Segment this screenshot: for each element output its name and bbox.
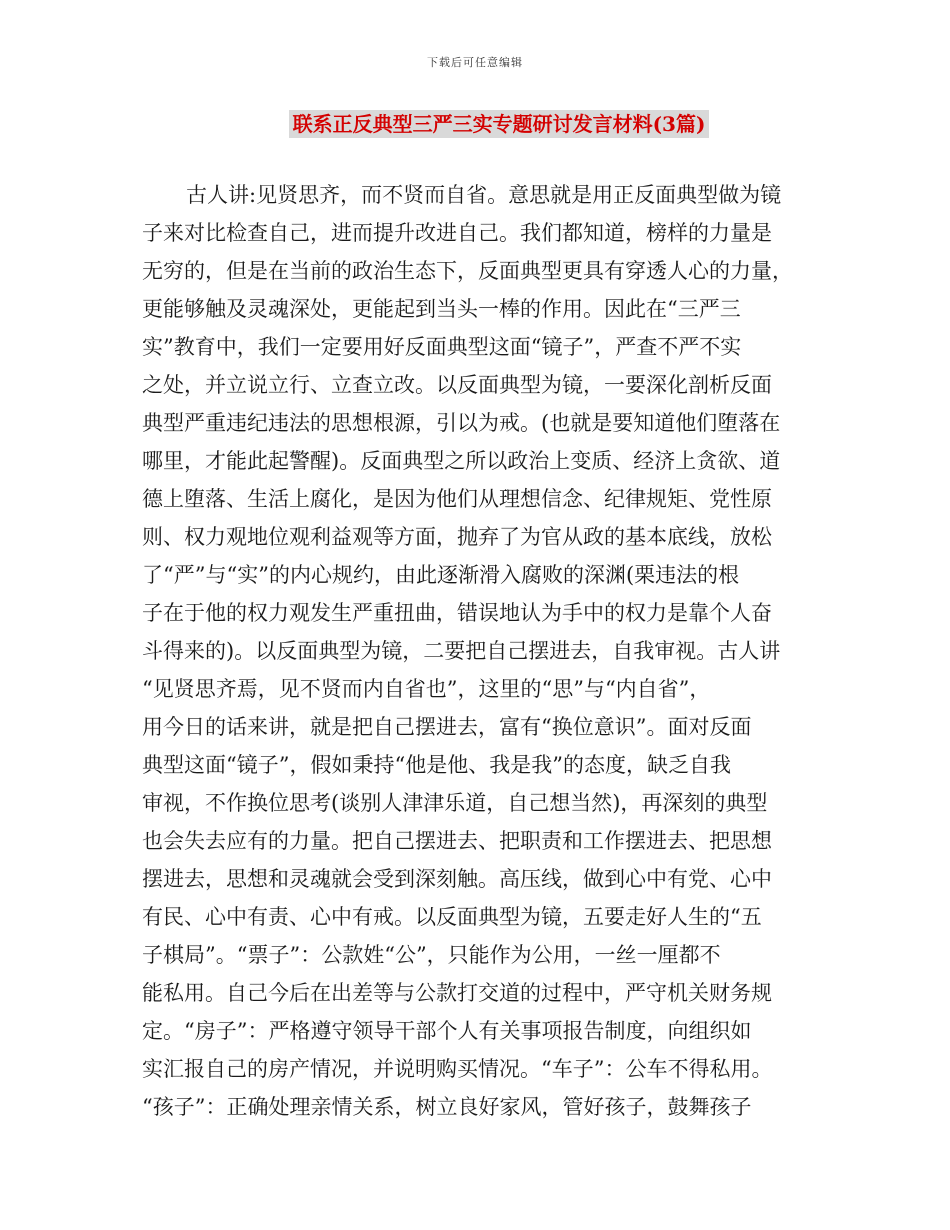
text-line: 之处，并立说立行、立查立改。以反面典型为镜，一要深化剖析反面 <box>142 373 772 397</box>
text-line: 典型严重违纪违法的思想根源，引以为戒。(也就是要知道他们堕落在 <box>142 411 781 435</box>
body-paragraph <box>142 176 808 1126</box>
text-line: 斗得来的)。以反面典型为镜，二要把自己摆进去，自我审视。古人讲 <box>142 639 781 663</box>
text-line: 审视，不作换位思考(谈别人津津乐道，自己想当然)，再深刻的典型 <box>142 791 768 815</box>
text-line: 更能够触及灵魂深处，更能起到当头一棒的作用。因此在“三严三 <box>142 297 741 321</box>
text-line: 德上堕落、生活上腐化，是因为他们从理想信念、纪律规矩、党性原 <box>142 487 772 511</box>
text-line: 有民、心中有责、心中有戒。以反面典型为镜，五要走好人生的“五 <box>142 905 762 929</box>
text-line: 典型这面“镜子”，假如秉持“他是他、我是我”的态度，缺乏自我 <box>142 753 731 777</box>
text-line: 古人讲:见贤思齐，而不贤而自省。意思就是用正反面典型做为镜 <box>186 183 782 207</box>
title-container <box>0 110 950 138</box>
text-line: 定。“房子”：严格遵守领导干部个人有关事项报告制度，向组织如 <box>142 1019 752 1043</box>
text-line: 能私用。自己今后在出差等与公款打交道的过程中，严守机关财务规 <box>142 981 772 1005</box>
text-line: 哪里，才能此起警醒)。反面典型之所以政治上变质、经济上贪欲、道 <box>142 449 781 473</box>
header-note: 下载后可任意编辑 <box>427 56 523 69</box>
text-line: 用今日的话来讲，就是把自己摆进去，富有“换位意识”。面对反面 <box>142 715 752 739</box>
document-title: 联系正反典型三严三实专题研讨发言材料(3篇) <box>289 110 710 138</box>
text-line: 子在于他的权力观发生严重扭曲，错误地认为手中的权力是靠个人奋 <box>142 601 772 625</box>
text-line: 也会失去应有的力量。把自己摆进去、把职责和工作摆进去、把思想 <box>142 829 772 853</box>
text-line: 了“严”与“实”的内心规约，由此逐渐滑入腐败的深渊(栗违法的根 <box>142 563 740 587</box>
text-line: 则、权力观地位观利益观等方面，抛弃了为官从政的基本底线，放松 <box>142 525 772 549</box>
text-line: 实汇报自己的房产情况，并说明购买情况。“车子”：公车不得私用。 <box>142 1057 773 1081</box>
text-line: 无穷的，但是在当前的政治生态下，反面典型更具有穿透人心的力量， <box>142 259 793 283</box>
text-line: 子来对比检查自己，进而提升改进自己。我们都知道，榜样的力量是 <box>142 221 772 245</box>
text-line: 摆进去，思想和灵魂就会受到深刻触。高压线，做到心中有党、心中 <box>142 867 772 891</box>
text-line: 实”教育中，我们一定要用好反面典型这面“镜子”，严查不严不实 <box>142 335 742 359</box>
text-line: 子棋局”。“票子”：公款姓“公”，只能作为公用，一丝一厘都不 <box>142 943 721 967</box>
text-line: “见贤思齐焉，见不贤而内自省也”，这里的“思”与“内自省”， <box>142 677 711 701</box>
text-line: “孩子”：正确处理亲情关系，树立良好家风，管好孩子，鼓舞孩子 <box>142 1095 752 1119</box>
